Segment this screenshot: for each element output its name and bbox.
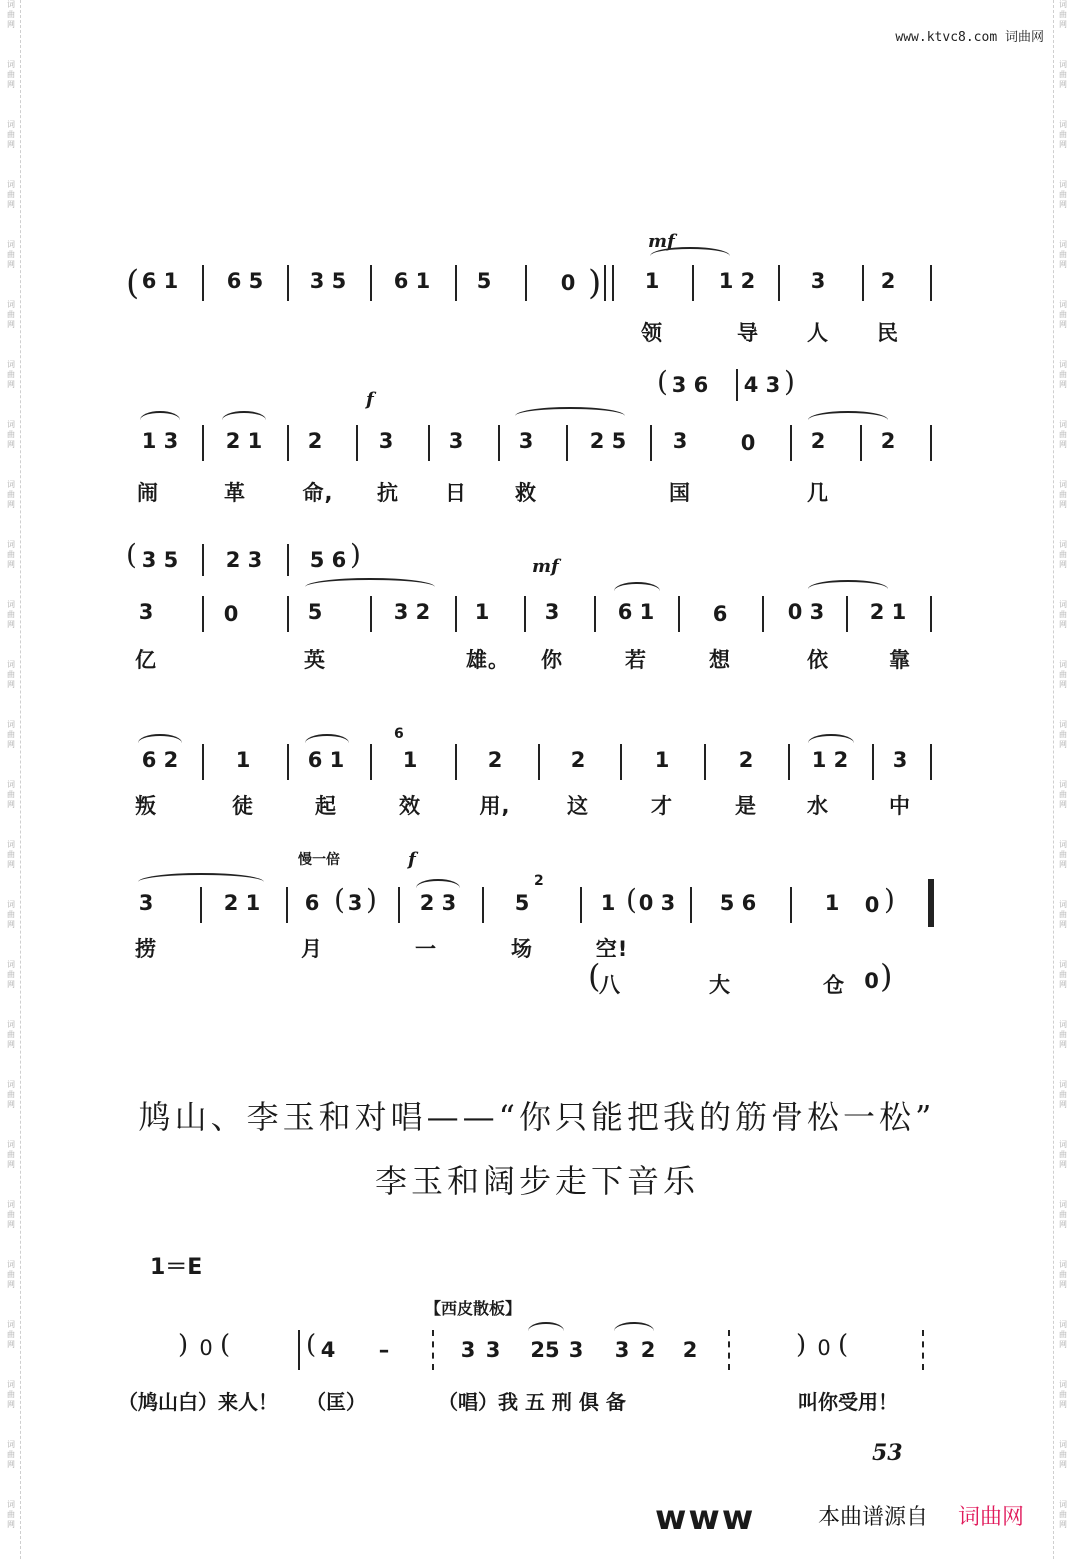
header-site-name[interactable]: 词曲网: [1004, 30, 1044, 45]
margin-stamp: 词 曲 网: [7, 720, 15, 749]
section-subtitle: 李玉和阔步走下音乐: [374, 1162, 699, 1200]
note: 3: [672, 429, 688, 453]
margin-stamp: 词 曲 网: [7, 960, 15, 989]
note: 3: [378, 429, 394, 453]
margin-stamp: 词 曲 网: [1059, 1080, 1067, 1109]
lyric: 英: [304, 648, 326, 672]
margin-stamp: 词 曲 网: [7, 120, 15, 149]
sung-line-end: 叫你受用！: [798, 1390, 898, 1414]
margin-stamp: 词 曲 网: [1059, 1260, 1067, 1289]
margin-stamp: 词 曲 网: [1059, 0, 1067, 29]
upper-note: 3 5: [141, 548, 179, 572]
note: 3: [448, 429, 464, 453]
lyric: 是: [735, 794, 757, 818]
note: 2 1: [869, 600, 907, 624]
margin-stamp: 词 曲 网: [7, 840, 15, 869]
percussion: 八: [599, 973, 621, 997]
lyric: 效: [399, 794, 421, 818]
note: 1: [235, 748, 251, 772]
sung-line: （唱）我 五 刑 俱 备: [438, 1390, 626, 1414]
margin-stamp: 词 曲 网: [1059, 780, 1067, 809]
note: 2: [880, 269, 896, 293]
note: 3 5: [309, 269, 347, 293]
note: 2: [880, 429, 896, 453]
note: 2 1: [225, 429, 263, 453]
note: 2: [640, 1338, 656, 1362]
dynamic-f: f: [408, 849, 416, 870]
lyric: 若: [625, 648, 647, 672]
lyric: 想: [709, 648, 731, 672]
note: 2: [570, 748, 586, 772]
lyric: 起: [315, 794, 337, 818]
margin-stamp: 词 曲 网: [7, 240, 15, 269]
lyric: 一: [415, 937, 437, 961]
note: 3: [138, 600, 154, 624]
note: 1: [824, 891, 840, 915]
margin-stamp: 词 曲 网: [1059, 60, 1067, 89]
note: 25: [530, 1338, 560, 1362]
grace-note: 2: [534, 873, 544, 889]
dynamic-mf: mf: [532, 556, 559, 577]
margin-stamp: 词 曲 网: [1059, 900, 1067, 929]
note: 0: [864, 893, 880, 917]
note: 2: [487, 748, 503, 772]
margin-stamp: 词 曲 网: [7, 1440, 15, 1469]
tempo-mark: 慢一倍: [298, 852, 340, 868]
lyric: 才: [651, 794, 673, 818]
note: 0 3: [638, 891, 676, 915]
note: 6 5: [226, 269, 264, 293]
note: 1 2: [811, 748, 849, 772]
margin-stamp: 词 曲 网: [7, 480, 15, 509]
margin-stamp: 词 曲 网: [1059, 1500, 1067, 1529]
margin-stamp: 词 曲 网: [7, 1020, 15, 1049]
margin-stamp: 词 曲 网: [7, 60, 15, 89]
footer-site-link[interactable]: 词曲网: [958, 1505, 1025, 1530]
lyric: 亿: [135, 648, 157, 672]
lyric: 月: [301, 937, 323, 961]
note: 6 1: [617, 600, 655, 624]
note: 0: [817, 1336, 831, 1360]
note: 3: [518, 429, 534, 453]
note: 6 1: [307, 748, 345, 772]
margin-stamp: 词 曲 网: [1059, 180, 1067, 209]
margin-stamp: 词 曲 网: [7, 300, 15, 329]
note: 0: [199, 1336, 213, 1360]
dynamic-mf: mf: [648, 231, 675, 252]
note: 6 1: [141, 269, 179, 293]
note: 3: [810, 269, 826, 293]
note: 0: [223, 602, 239, 626]
note: 1: [474, 600, 490, 624]
note: 0: [560, 271, 576, 295]
note: 1: [600, 891, 616, 915]
lyric: 你: [541, 648, 563, 672]
section-title: 鸠山、李玉和对唱——“你只能把我的筋骨松一松”: [138, 1098, 936, 1136]
margin-stamp: 词 曲 网: [1059, 1440, 1067, 1469]
margin-stamp: 词 曲 网: [7, 360, 15, 389]
banqiang-label: 【西皮散板】: [425, 1299, 522, 1318]
note: 1: [654, 748, 670, 772]
lyric: 导: [737, 321, 759, 345]
margin-stamp: 词 曲 网: [7, 1080, 15, 1109]
upper-note: 5 6: [309, 548, 347, 572]
margin-stamp: 词 曲 网: [1059, 720, 1067, 749]
note: 1: [402, 748, 418, 772]
note: 5: [476, 269, 492, 293]
footer-source-text: 本曲谱源自: [818, 1505, 929, 1530]
margin-stamp: 词 曲 网: [1059, 1380, 1067, 1409]
note: 6 2: [141, 748, 179, 772]
spoken-line: （鸠山白）来人！: [118, 1390, 278, 1414]
note: 0 3: [787, 600, 825, 624]
margin-stamp: 词 曲 网: [1059, 420, 1067, 449]
note: 2 3: [419, 891, 457, 915]
lyric: 日: [445, 481, 467, 505]
margin-stamp: 词 曲 网: [1059, 540, 1067, 569]
lyric: 几: [807, 481, 829, 505]
left-margin-watermark: [2, 0, 21, 1559]
margin-stamp: 词 曲 网: [7, 1380, 15, 1409]
dynamic-f: f: [366, 389, 374, 410]
gong-cue: （匡）: [306, 1390, 366, 1414]
note: 2: [682, 1338, 698, 1362]
margin-stamp: 词 曲 网: [1059, 1020, 1067, 1049]
margin-stamp: 词 曲 网: [1059, 240, 1067, 269]
percussion: 仓: [823, 973, 845, 997]
key-signature: 1＝E: [150, 1255, 203, 1280]
margin-stamp: 词 曲 网: [1059, 1140, 1067, 1169]
lyric: 水: [807, 794, 829, 818]
lyric: 徒: [232, 794, 254, 818]
note: 0: [740, 431, 756, 455]
note: 5: [514, 891, 530, 915]
footer-logo-www[interactable]: www: [655, 1498, 756, 1538]
margin-stamp: 词 曲 网: [7, 0, 15, 29]
note: 6 1: [393, 269, 431, 293]
lyric: 命,: [302, 481, 334, 505]
lyric: 场: [511, 937, 533, 961]
upper-note: 3 6: [671, 373, 709, 397]
note: 2 1: [223, 891, 261, 915]
margin-stamp: 词 曲 网: [7, 900, 15, 929]
lyric: 捞: [135, 937, 157, 961]
lyric: 空!: [595, 937, 629, 961]
margin-stamp: 词 曲 网: [7, 600, 15, 629]
header-url[interactable]: www.ktvc8.com: [895, 30, 998, 45]
note: 3 2: [393, 600, 431, 624]
lyric: 领: [641, 321, 663, 345]
margin-stamp: 词 曲 网: [1059, 1200, 1067, 1229]
margin-stamp: 词 曲 网: [1059, 840, 1067, 869]
right-margin-watermark: [1053, 0, 1072, 1559]
margin-stamp: 词 曲 网: [7, 1260, 15, 1289]
margin-stamp: 词 曲 网: [1059, 600, 1067, 629]
upper-note: 4 3: [743, 373, 781, 397]
note: 3: [138, 891, 154, 915]
percussion: 大: [709, 973, 731, 997]
margin-stamp: 词 曲 网: [7, 660, 15, 689]
lyric: 中: [889, 794, 911, 818]
lyric: 依: [807, 648, 829, 672]
note: 6: [304, 891, 320, 915]
percussion: 0: [864, 969, 880, 993]
note: 3: [544, 600, 560, 624]
lyric: 闹: [137, 481, 159, 505]
margin-stamp: 词 曲 网: [7, 1500, 15, 1529]
site-header[interactable]: [895, 26, 1044, 45]
lyric: 用,: [479, 794, 511, 818]
margin-stamp: 词 曲 网: [1059, 480, 1067, 509]
lyric: 叛: [135, 794, 157, 818]
margin-stamp: 词 曲 网: [7, 1140, 15, 1169]
lyric: 民: [877, 321, 899, 345]
page-number: 53: [872, 1440, 903, 1466]
margin-stamp: 词 曲 网: [1059, 360, 1067, 389]
lyric: 国: [669, 481, 691, 505]
grace-note: 6: [394, 726, 404, 742]
lyric: 靠: [889, 648, 911, 672]
note: 1 3: [141, 429, 179, 453]
upper-note: 2 3: [225, 548, 263, 572]
note: 3: [485, 1338, 501, 1362]
note: 1 2: [718, 269, 756, 293]
lyric: 雄。: [466, 648, 510, 672]
note: 4: [320, 1338, 336, 1362]
margin-stamp: 词 曲 网: [7, 780, 15, 809]
lyric: 人: [807, 321, 829, 345]
note: 3: [892, 748, 908, 772]
margin-stamp: 词 曲 网: [1059, 120, 1067, 149]
margin-stamp: 词 曲 网: [1059, 1320, 1067, 1349]
margin-stamp: 词 曲 网: [7, 1200, 15, 1229]
note: 3: [614, 1338, 630, 1362]
note: 2 5: [589, 429, 627, 453]
note: –: [378, 1338, 390, 1362]
lyric: 救: [515, 481, 537, 505]
note: 2: [738, 748, 754, 772]
margin-stamp: 词 曲 网: [1059, 960, 1067, 989]
note: 3: [568, 1338, 584, 1362]
lyric: 革: [224, 481, 246, 505]
note: 1: [644, 269, 660, 293]
margin-stamp: 词 曲 网: [7, 180, 15, 209]
note: 2: [307, 429, 323, 453]
note: 2: [810, 429, 826, 453]
lyric: 抗: [377, 481, 399, 505]
lyric: 这: [567, 794, 589, 818]
margin-stamp: 词 曲 网: [1059, 660, 1067, 689]
note: 5 6: [719, 891, 757, 915]
margin-stamp: 词 曲 网: [7, 420, 15, 449]
note: 6: [712, 602, 728, 626]
margin-stamp: 词 曲 网: [7, 1320, 15, 1349]
note: 5: [307, 600, 323, 624]
note: 3: [460, 1338, 476, 1362]
margin-stamp: 词 曲 网: [1059, 300, 1067, 329]
margin-stamp: 词 曲 网: [7, 540, 15, 569]
note: 3: [347, 891, 363, 915]
